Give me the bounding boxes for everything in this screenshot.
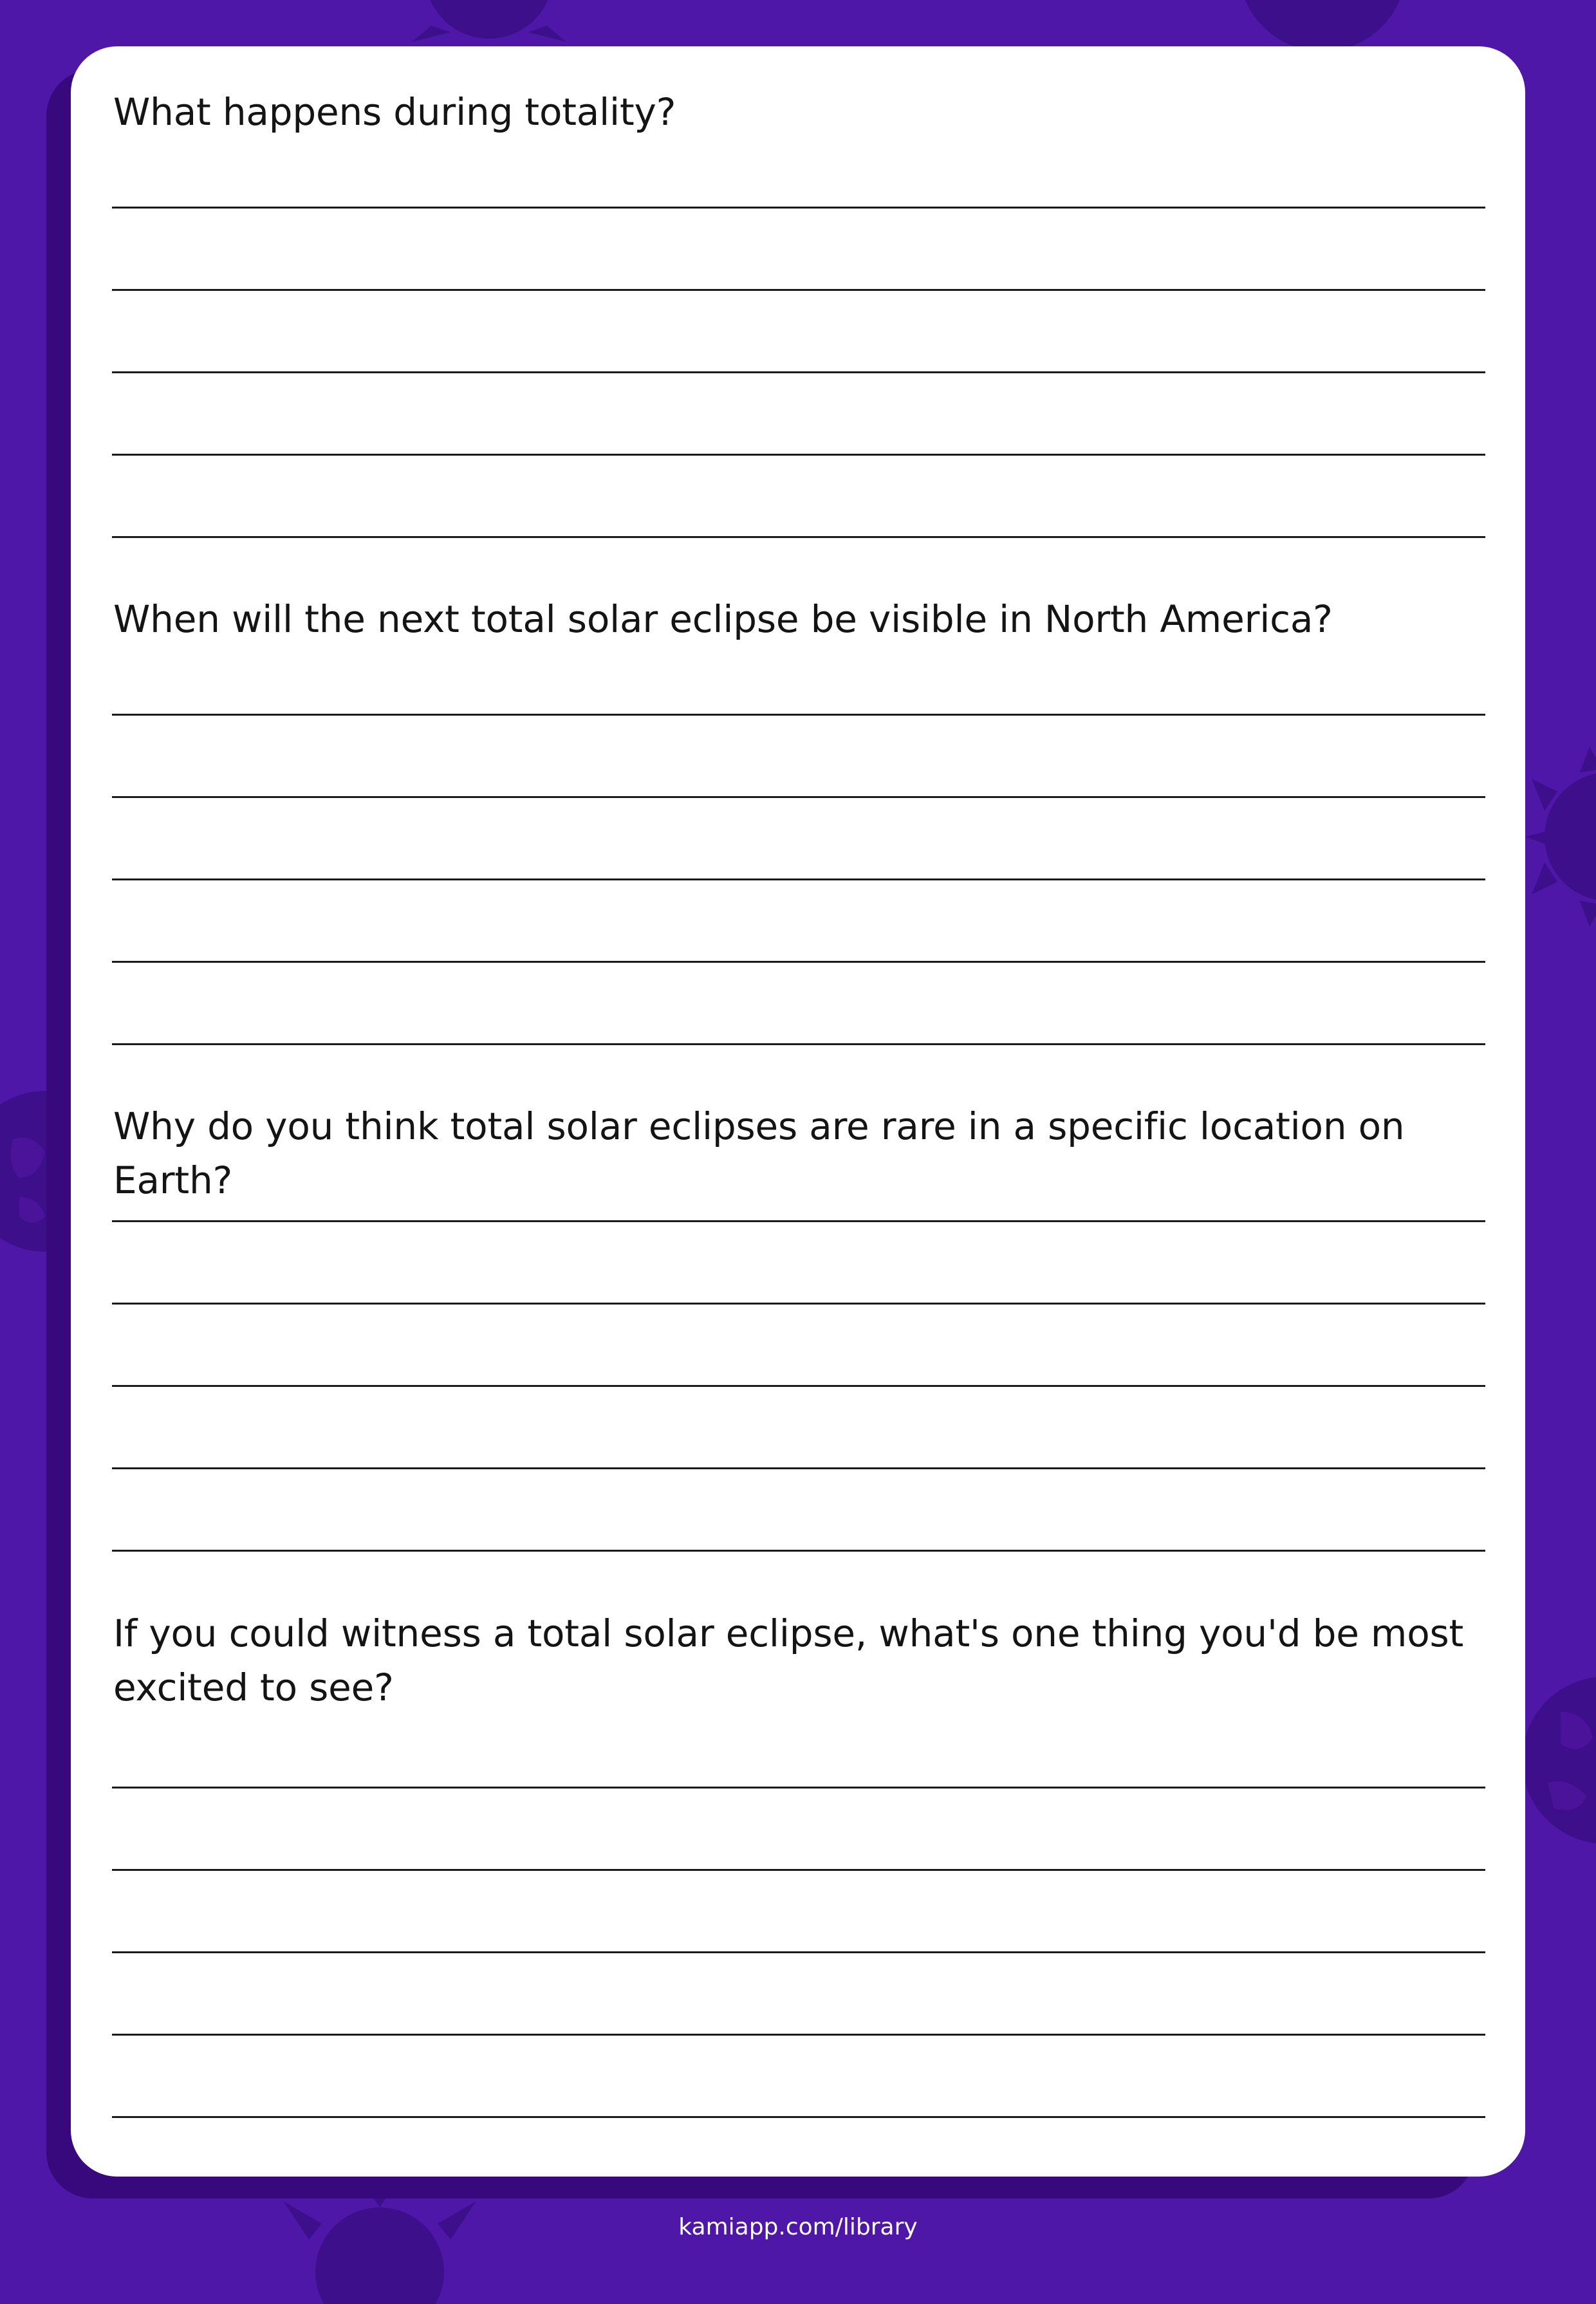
worksheet-card xyxy=(71,46,1525,2177)
answer-line[interactable] xyxy=(112,961,1485,963)
answer-line[interactable] xyxy=(112,1220,1485,1222)
question-1-text: What happens during totality? xyxy=(113,90,676,134)
question-2-text: When will the next total solar eclipse be visible in North America? xyxy=(113,597,1333,641)
footer-url: kamiapp.com/library xyxy=(678,2214,918,2240)
answer-line[interactable] xyxy=(112,1550,1485,1552)
answer-line[interactable] xyxy=(112,207,1485,209)
globe-icon xyxy=(1232,0,1413,51)
answer-line[interactable] xyxy=(112,1467,1485,1469)
sun-icon xyxy=(1519,734,1596,940)
answer-line[interactable] xyxy=(112,1869,1485,1871)
sun-icon xyxy=(270,2188,489,2304)
globe-icon xyxy=(1522,1673,1596,1847)
answer-line[interactable] xyxy=(112,878,1485,880)
answer-line[interactable] xyxy=(112,714,1485,716)
answer-line[interactable] xyxy=(112,1951,1485,1953)
answer-line[interactable] xyxy=(112,536,1485,538)
question-4-text: If you could witness a total solar eclipse, what's one thing you'd be most excited to see? xyxy=(113,1612,1464,1709)
answer-line[interactable] xyxy=(112,1385,1485,1387)
question-3-text: Why do you think total solar eclipses are rare in a specific location on Earth? xyxy=(113,1104,1405,1202)
answer-line[interactable] xyxy=(112,371,1485,373)
answer-line[interactable] xyxy=(112,796,1485,798)
answer-line[interactable] xyxy=(112,2116,1485,2118)
answer-line[interactable] xyxy=(112,1787,1485,1788)
answer-line[interactable] xyxy=(112,289,1485,291)
sun-icon xyxy=(360,0,618,45)
answer-line[interactable] xyxy=(112,2034,1485,2036)
answer-line[interactable] xyxy=(112,454,1485,456)
answer-line[interactable] xyxy=(112,1043,1485,1045)
answer-line[interactable] xyxy=(112,1303,1485,1305)
